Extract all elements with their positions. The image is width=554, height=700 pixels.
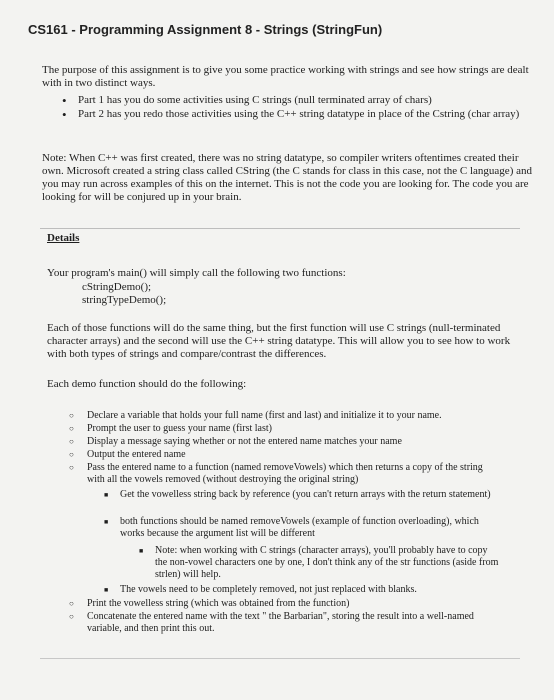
substep-named-removevowels: ■ both functions should be named removeVowels (example of function overloading), which works because the argument list will be different: [120, 516, 500, 540]
each-function-paragraph: Each of those functions will do the same thing, but the first function will use C strings (null-terminated character arrays) and the second will use the C++ string datatype. This will allow you to see how to work with both types of strings and compare/contrast the differences.: [47, 322, 511, 360]
step-declare: ○ Declare a variable that holds your full name (first and last) and initialize it to your name.: [87, 410, 497, 422]
step-display: ○ Display a message saying whether or not the entered name matches your name: [87, 436, 487, 448]
part-1-item: • Part 1 has you do some activities using C strings (null terminated array of chars): [62, 94, 532, 107]
part-2-item: • Part 2 has you redo those activities using the C++ string datatype in place of the Cstring (char array): [62, 108, 532, 121]
step-concatenate: ○ Concatenate the entered name with the text " the Barbarian", storing the result into a well-named variable, and then print this out.: [87, 611, 477, 635]
demo-heading: Each demo function should do the following:: [47, 378, 247, 390]
intro-paragraph: The purpose of this assignment is to give you some practice working with strings and see how strings are dealt with in two distinct ways.: [42, 64, 529, 89]
details-heading: Details: [47, 232, 80, 244]
step-pass: ○ Pass the entered name to a function (named removeVowels) which then returns a copy of the string with all the vowels removed (without destroying the original string): [87, 462, 487, 486]
substep-note-cstrings: ■ Note: when working with C strings (character arrays), you'll probably have to copy the non-vowel characters one by one, I don't think any of the str functions (aside from strlen) will help.: [155, 545, 500, 581]
step-print-vowelless: ○ Print the vowelless string (which was obtained from the function): [87, 598, 487, 610]
substep-vowels-removed: ■ The vowels need to be completely removed, not just replaced with blanks.: [120, 584, 500, 596]
section-divider: [40, 228, 520, 229]
function-call-cstring: cStringDemo();: [82, 281, 152, 293]
step-prompt: ○ Prompt the user to guess your name (first last): [87, 423, 487, 435]
note-paragraph: Note: When C++ was first created, there was no string datatype, so compiler writers oftentimes created their own. Microsoft created a string class called CString (the C stands for class in this case, not the C language) and you may run across examples of this on the internet. This is not the code you are looking for. The code you are looking for will be conjured up in your brain.: [42, 152, 532, 203]
page-title: CS161 - Programming Assignment 8 - Strings (StringFun): [28, 22, 383, 37]
main-intro-text: Your program's main() will simply call the following two functions:: [47, 267, 346, 279]
parts-list: [62, 94, 532, 122]
step-output: ○ Output the entered name: [87, 449, 487, 461]
substep-get-vowelless: ■ Get the vowelless string back by reference (you can't return arrays with the return statement): [120, 489, 500, 501]
bottom-divider: [40, 658, 520, 659]
function-call-stringtype: stringTypeDemo();: [82, 294, 167, 306]
